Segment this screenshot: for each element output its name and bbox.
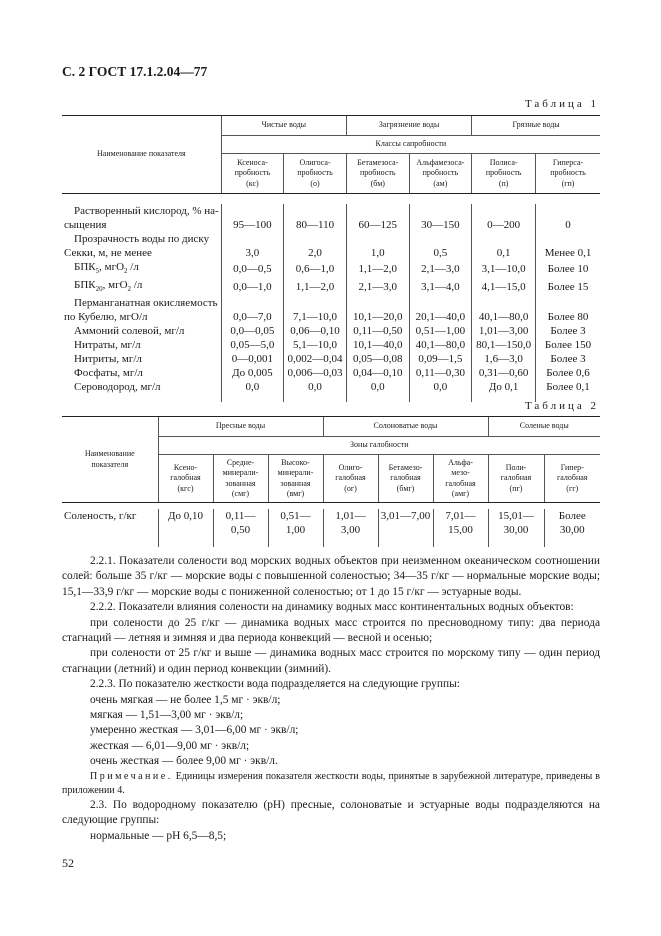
table2-column-header-line: (амг) [451,488,470,498]
table-row [62,260,600,278]
table-cell: 0,0—1,0 [221,278,283,296]
table1-column-header-line: (бм) [370,178,385,188]
body-text [62,554,600,844]
label-text: /л [127,260,139,273]
table-cell: Более 80 [536,310,600,324]
table1-column-header-line: пробность [234,168,271,178]
table-row [62,232,600,246]
table-row [62,366,600,380]
table2 [62,416,600,547]
table-row [62,204,600,218]
table-row [62,246,600,260]
table1-column-header-line: Полиса- [489,157,518,167]
table2-column-header-line: (кгс) [177,483,194,493]
table1-column-header [346,154,409,194]
table2-column-header [158,455,213,503]
table2-column-header-line: зованная [225,478,256,488]
table-cell: 0,05—0,08 [346,352,409,366]
table-cell: 30,00 [488,523,544,537]
row-label: Секки, м, не менее [64,246,152,259]
table2-column-header-line: Альфа- [448,457,473,467]
table2-column-header-line: минерали- [277,468,314,478]
table-cell: 40,1—80,0 [409,338,472,352]
table1-group-header: Грязные воды [472,116,600,136]
table1-column-header-line: пробность [422,168,459,178]
table1-group-header: Загрязнение воды [346,116,471,136]
table-cell: 2,1—3,0 [346,278,409,296]
table-cell: 0 [536,218,600,232]
subscript: 20 [95,284,103,293]
table2-column-header-line: галобная [335,473,366,483]
table2-column-header-line: галобная [500,473,532,483]
table-cell: 3,1—4,0 [409,278,472,296]
table-cell: 10,1—40,0 [346,338,409,352]
table-cell: 0,0 [284,380,347,394]
table1-column-header-line: (п) [498,178,509,188]
table-cell [158,523,213,537]
row-label: по Кубелю, мгО/л [64,310,148,323]
subscript: 2 [127,284,132,293]
table2-column-header-line: (бмг) [396,483,415,493]
table2-column-header-line: минерали- [222,468,259,478]
table-cell: 1,01—3,00 [472,324,536,338]
row-label: Нитраты, мг/л [74,338,141,351]
paragraph: 2.2.3. По показателю жесткости вода подразделяется на следующие группы: [90,678,460,691]
table-cell: 1,1—2,0 [284,278,347,296]
table-cell: 0,6—1,0 [284,260,347,278]
table1-column-header-line: Бетамезоса- [357,157,399,167]
table2-column-header-line: Ксено- [173,462,198,472]
table-cell: До 0,1 [472,380,536,394]
table1-name-header: Наименование показателя [62,116,221,194]
table-cell: Более 150 [536,338,600,352]
table1 [62,115,600,402]
table2-name-header [62,417,158,503]
table1-column-header-line: Олигоса- [299,157,331,167]
table2-name-header-line: Наименование [84,449,135,459]
paragraph: при солености до 25 г/кг — динамика водных масс строится по пресноводному типу: два периода стагнаций — летняя и зимняя и два периода конвекций — весной и осенью; [62,616,600,645]
table2-column-header-line: галобная [557,473,588,483]
table-cell: 80—110 [284,218,347,232]
table-cell: 0,0 [409,380,472,394]
table-cell: До 0,005 [221,366,283,380]
hardness-item: очень мягкая — не более 1,5 мг · экв/л; [90,693,281,706]
table-cell: 95—100 [221,218,283,232]
table1-column-header-line: пробность [360,168,396,178]
table-cell: Менее 0,1 [536,246,600,260]
table2-column-header-line: галобная [390,473,421,483]
table2-column-header-line: (ог) [344,483,357,493]
table-cell: 0—200 [472,218,536,232]
table-cell: 0,11—0,50 [346,324,409,338]
table1-caption: Таблица 1 [524,98,599,110]
table2-column-header-line: Высоко- [281,457,310,467]
note-label: Примечание. [90,770,173,782]
table-cell: 0,0—7,0 [221,310,283,324]
table-cell: Более [544,509,600,523]
table-row [62,278,600,296]
row-label: Прозрачность воды по диску [74,232,210,245]
subscript: 5 [95,266,100,275]
table-cell: 0—0,001 [221,352,283,366]
table-cell: Более 3 [536,352,600,366]
row-label: Растворенный кислород, % на- [74,204,219,217]
label-text: БПК [74,260,96,273]
hardness-item: мягкая — 1,51—3,00 мг · экв/л; [90,709,244,722]
table-cell: Более 15 [536,278,600,296]
table-cell: 1,0 [346,246,409,260]
hardness-item: умеренно жесткая — 3,01—6,00 мг · экв/л; [90,724,299,737]
table-cell [378,523,433,537]
table2-column-header-line: Поли- [505,462,527,472]
table2-column-header-line: Гипер- [560,462,584,472]
table-cell: 4,1—15,0 [472,278,536,296]
table1-column-header-line: (ам) [433,178,448,188]
table-row [62,380,600,394]
table2-column-header [213,455,268,503]
table-cell: 60—125 [346,218,409,232]
table-row [62,324,600,338]
label-text: , мгО [99,260,125,273]
paragraph: 2.3. По водородному показателю (pH) пресные, солоноватые и эстуарные воды подразделяются на следующие группы: [62,798,600,827]
table-cell: 0,0 [221,380,283,394]
table-cell: 0,51—1,00 [409,324,472,338]
table2-column-header [323,455,378,503]
table-cell: Более 3 [536,324,600,338]
table-cell: 40,1—80,0 [472,310,536,324]
table-cell: 3,1—10,0 [472,260,536,278]
table2-column-header [488,455,544,503]
table-cell: 0,0 [346,380,409,394]
row-label [62,260,221,278]
paragraph: 2.2.2. Показатели влияния солености на динамику водных масс континентальных водных объектов: [90,601,574,614]
table-cell: Более 0,1 [536,380,600,394]
table2-column-header-line: Среднe- [226,457,255,467]
hardness-item: очень жесткая — более 9,00 мг · экв/л. [90,755,278,768]
table-cell: 0,0—0,05 [221,324,283,338]
table1-column-header-line: пробность [485,168,522,178]
table-cell: 15,01— [488,509,544,523]
table-cell: 0,05—5,0 [221,338,283,352]
table-cell: 7,1—10,0 [284,310,347,324]
row-label: Соленость, г/кг [64,509,137,522]
table-cell: 0,06—0,10 [284,324,347,338]
table-cell: 20,1—40,0 [409,310,472,324]
table-cell: 0,31—0,60 [472,366,536,380]
table-cell: 2,1—3,0 [409,260,472,278]
hardness-item: жесткая — 6,01—9,00 мг · экв/л; [90,739,250,752]
table-cell: Более 0,6 [536,366,600,380]
table-cell: 0,04—0,10 [346,366,409,380]
table2-column-header [433,455,488,503]
table1-column-header [472,154,536,194]
table-cell: 1,6—3,0 [472,352,536,366]
table-row [62,310,600,324]
table1-column-header-line: пробность [297,168,333,178]
table-cell: 2,0 [284,246,347,260]
note [62,770,600,798]
table1-column-header-line: (о) [310,178,320,188]
table-cell: 0,11— [213,509,268,523]
table2-column-header-line: Бетамезо- [388,462,423,472]
page-header: С. 2 ГОСТ 17.1.2.04—77 [62,64,208,79]
table2-name-header-line: показателя [91,459,129,469]
table-cell: Более 10 [536,260,600,278]
table-cell: 0,0—0,5 [221,260,283,278]
table-cell: 0,11—0,30 [409,366,472,380]
table1-classes-header: Классы сапробности [221,136,600,154]
table-cell: 0,002—0,04 [284,352,347,366]
table2-zones-header: Зоны галобности [158,437,600,455]
paragraph: нормальные — pH 6,5—8,5; [90,829,227,842]
table2-column-header-line: (гг) [566,483,579,493]
table2-column-header-line: галобная [445,478,476,488]
row-label: Сероводород, мг/л [74,380,161,393]
paragraph: при солености от 25 г/кг и выше — динамика водных масс строится по морскому типу — один период стагнации (летний) и один период конвекции (зимний). [62,647,600,675]
table-row [62,296,600,310]
table1-column-header-line: (гп) [561,178,575,188]
table2-column-header-line: галобная [170,473,201,483]
table1-column-header [284,154,347,194]
label-text: , мгО [102,278,128,291]
table-cell: 3,01—7,00 [378,509,433,523]
table-cell: 0,006—0,03 [284,366,347,380]
row-label: Аммоний солевой, мг/л [74,324,185,337]
table1-column-header-line: Ксеноса- [237,157,268,167]
row-label: Перманганатная окисляемость [74,296,218,309]
table-row [62,352,600,366]
table-cell: 80,1—150,0 [472,338,536,352]
table2-group-header: Пресные воды [158,417,323,437]
table-cell: 3,0 [221,246,283,260]
paragraph: 2.2.1. Показатели солености вод морских водных объектов при неизменном океаническом соотношении солей: больше 35 г/кг — морские воды с повышенной соленостью; 34—35 г/кг — нормальные морские воды; 15,1—33,9 г/кг — морские воды с пониженной соленостью; от 1 до 15 г/кг — эстуарные воды. [62,555,600,598]
row-label: сыщения [64,218,107,231]
table-cell: 7,01— [433,509,488,523]
label-text: /л [131,278,143,291]
table-cell: 0,09—1,5 [409,352,472,366]
table-row [62,218,600,232]
table1-column-header-line: Гиперса- [552,157,584,167]
row-label [62,278,221,296]
table-row [62,523,600,537]
table2-caption: Таблица 2 [524,400,599,412]
table2-column-header-line: (вмг) [286,488,305,498]
table-cell: 10,1—20,0 [346,310,409,324]
table1-column-header-line: пробность [550,168,586,178]
table1-column-header [536,154,600,194]
table-cell: 15,00 [433,523,488,537]
table2-column-header [268,455,323,503]
table2-group-header: Солоноватые воды [323,417,488,437]
note-text: Единицы измерения показателя жесткости воды, принятые в зарубежной литературе, приведены в приложении 4. [62,770,600,796]
label-text: БПК [74,278,96,291]
table1-column-header-line: (кс) [246,178,259,188]
table2-column-header-line: мезо- [451,468,470,478]
table-cell: 1,00 [268,523,323,537]
table2-column-header-line: (смг) [231,488,250,498]
table2-column-header [544,455,600,503]
table2-column-header [378,455,433,503]
table2-column-header-line: Олиго- [338,462,363,472]
page-number: 52 [62,856,74,870]
table-cell: 0,1 [472,246,536,260]
row-label: Фосфаты, мг/л [74,366,143,379]
table-cell: До 0,10 [158,509,213,523]
table-cell: 5,1—10,0 [284,338,347,352]
table-row [62,509,600,523]
row-label: Нитриты, мг/л [74,352,142,365]
subscript: 2 [124,266,128,275]
table-cell: 0,5 [409,246,472,260]
table-cell: 30,00 [544,523,600,537]
table2-column-header-line: (пг) [509,483,523,493]
table-cell: 0,50 [213,523,268,537]
table-cell: 1,1—2,0 [346,260,409,278]
table-cell: 0,51— [268,509,323,523]
table1-column-header-line: Альфамезоса- [416,157,465,167]
table2-column-header-line: зованная [280,478,311,488]
table2-group-header: Соленые воды [488,417,600,437]
table-row [62,338,600,352]
table1-group-header: Чистые воды [221,116,346,136]
table-cell: 3,00 [323,523,378,537]
table-cell: 30—150 [409,218,472,232]
table1-column-header [409,154,472,194]
table1-column-header [221,154,283,194]
table-cell: 1,01— [323,509,378,523]
